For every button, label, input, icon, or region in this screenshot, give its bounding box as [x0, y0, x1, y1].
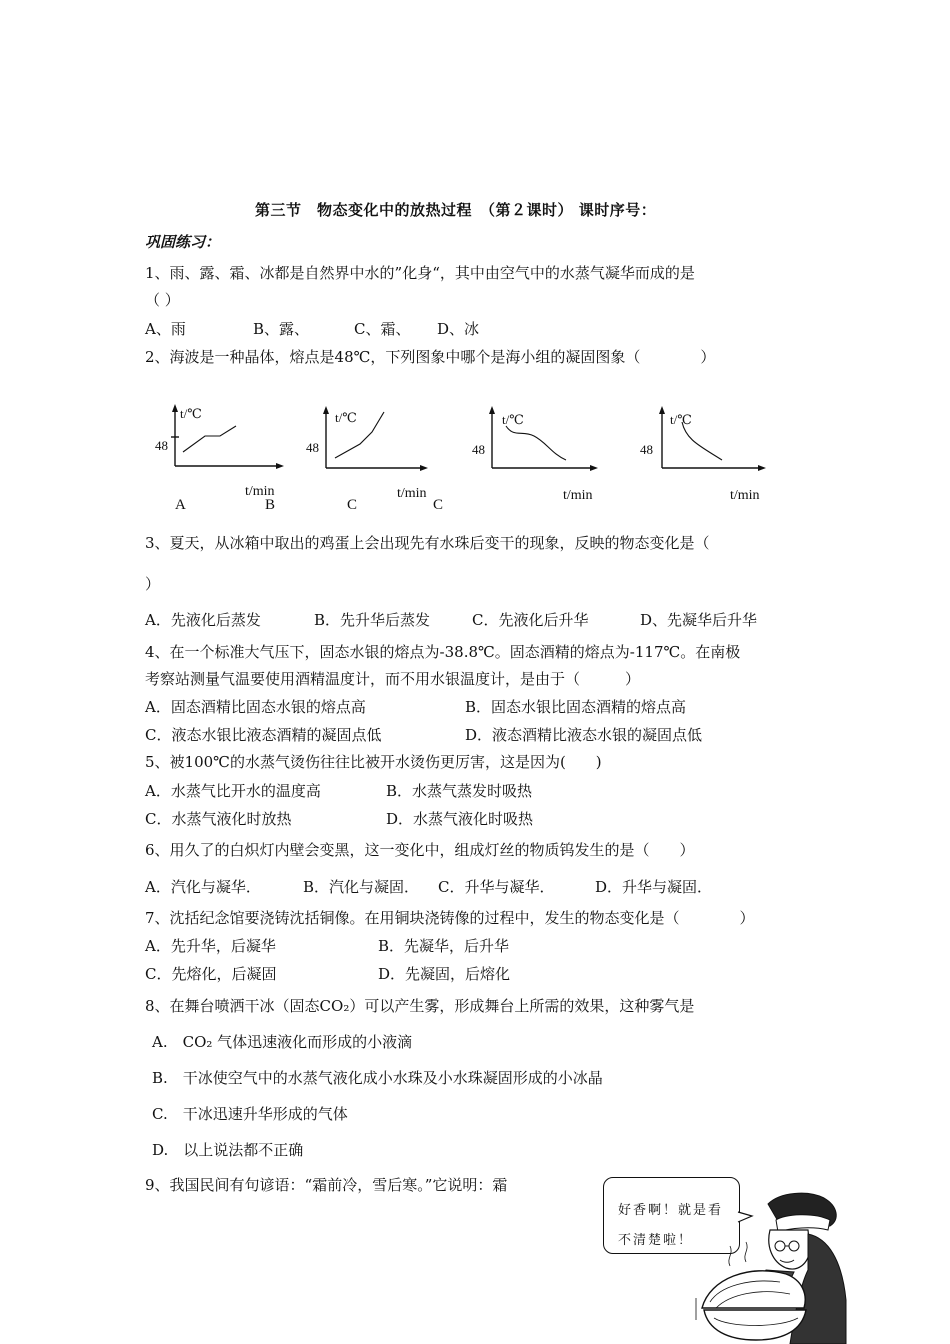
- graph-a-y-label: t/℃: [180, 406, 202, 421]
- question-8-option-d: D. 以上说法都不正确: [152, 1141, 304, 1159]
- question-3-text: 3、夏天，从冰箱中取出的鸡蛋上会出现先有水珠后变干的现象，反映的物态变化是（: [145, 534, 710, 552]
- graph-d-letter: C: [433, 497, 444, 513]
- question-6-text: 6、用久了的白炽灯内壁会变黑，这一变化中，组成灯丝的物质钨发生的是（ ）: [145, 841, 695, 859]
- question-8-option-b: B. 干冰使空气中的水蒸气液化成小水珠及小水珠凝固形成的小冰晶: [152, 1069, 603, 1087]
- question-5-option-c: C．水蒸气液化时放热: [145, 810, 292, 828]
- question-1-option-b: B、露、: [253, 320, 310, 338]
- graph-b-x-arrow: [420, 465, 428, 471]
- question-8-text: 8、在舞台喷洒干冰（固态CO₂）可以产生雾，形成舞台上所需的效果，这种雾气是: [145, 997, 695, 1015]
- graph-a-y-arrow: [172, 404, 178, 412]
- question-7-option-b: B．先凝华，后升华: [378, 937, 510, 955]
- question-6-option-a: A．汽化与凝华．: [145, 878, 261, 896]
- graph-a-x-arrow: [276, 463, 284, 469]
- graph-d-y-value: 48: [640, 442, 653, 457]
- graph-c-x-label: t/min: [563, 488, 593, 503]
- graph-a-y-value: 48: [155, 438, 168, 453]
- graph-b-y-value: 48: [306, 440, 319, 455]
- graph-d-y-arrow: [659, 406, 665, 414]
- question-6-option-d: D．升华与凝固．: [595, 878, 713, 896]
- question-3-option-c: C．先液化后升华: [472, 611, 589, 629]
- page-title: 第三节 物态变化中的放热过程 （第２课时） 课时序号：: [255, 201, 657, 219]
- graph-a-letter: A: [175, 497, 186, 513]
- question-5-option-a: A．水蒸气比开水的温度高: [145, 782, 321, 800]
- question-1-text: 1、雨、露、霜、冰都是自然界中水的”化身“，其中由空气中的水蒸气凝华而成的是: [145, 264, 695, 282]
- graph-c-curve: [506, 426, 566, 460]
- question-7-text: 7、沈括纪念馆要浇铸沈括铜像。在用铜块浇铸像的过程中，发生的物态变化是（ ）: [145, 909, 755, 927]
- question-3-blank: ）: [145, 575, 161, 593]
- graph-d-x-arrow: [758, 465, 766, 471]
- question-7-option-d: D．先凝固，后熔化: [378, 965, 511, 983]
- graph-c-x-arrow: [590, 465, 598, 471]
- section-heading: 巩固练习：: [145, 233, 221, 251]
- cartoon-person-illustration: [690, 1190, 850, 1344]
- question-4-option-b: B．固态水银比固态酒精的熔点高: [465, 698, 687, 716]
- graph-b-letter: B: [265, 497, 276, 513]
- question-5-option-d: D．水蒸气液化时吸热: [386, 810, 534, 828]
- graph-c-y-arrow: [489, 406, 495, 414]
- graph-d-x-label: t/min: [730, 488, 760, 503]
- question-7-option-a: A．先升华，后凝华: [145, 937, 276, 955]
- question-5-option-b: B．水蒸气蒸发时吸热: [386, 782, 533, 800]
- graph-b-y-label: t/℃: [335, 410, 357, 425]
- question-8-option-c: C. 干冰迅速升华形成的气体: [152, 1105, 348, 1123]
- graph-d-curve: [682, 422, 722, 460]
- question-4-option-a: A．固态酒精比固态水银的熔点高: [145, 698, 366, 716]
- question-4-option-d: D．液态酒精比液态水银的凝固点低: [465, 726, 703, 744]
- question-9-text: 9、我国民间有句谚语：“霜前冷，雪后寒。”它说明：霜: [145, 1176, 508, 1194]
- question-6-option-c: C．升华与凝华．: [438, 878, 555, 896]
- question-1-option-d: D、冰: [437, 320, 480, 338]
- graph-b-x-label: t/min: [397, 486, 427, 501]
- graph-a-curve: [183, 426, 236, 452]
- question-1-option-a: A、雨: [145, 320, 186, 338]
- question-7-option-c: C．先熔化，后凝固: [145, 965, 277, 983]
- question-3-option-d: D、先凝华后升华: [640, 611, 758, 629]
- graph-a-x-label: t/min: [245, 484, 275, 499]
- speech-bubble-text: 好香啊！就是看不清楚啦！: [618, 1203, 724, 1248]
- graph-b-y-arrow: [323, 406, 329, 414]
- question-8-option-a: A. CO₂ 气体迅速液化而形成的小液滴: [152, 1033, 413, 1051]
- question-4-option-c: C．液态水银比液态酒精的凝固点低: [145, 726, 382, 744]
- graph-c-y-label: t/℃: [502, 412, 524, 427]
- question-4-text-line1: 4、在一个标准大气压下，固态水银的熔点为-38.8℃。固态酒精的熔点为-117℃。在南极: [145, 643, 741, 661]
- graph-c-letter: C: [347, 497, 358, 513]
- question-3-option-b: B．先升华后蒸发: [314, 611, 431, 629]
- question-3-option-a: A．先液化后蒸发: [145, 611, 261, 629]
- question-1-blank: （ ）: [145, 291, 180, 309]
- graph-c-y-value: 48: [472, 442, 485, 457]
- question-6-option-b: B．汽化与凝固．: [303, 878, 420, 896]
- question-1-option-c: C、霜、: [354, 320, 411, 338]
- graph-d-y-label: t/℃: [670, 412, 692, 427]
- question-5-text: 5、被100℃的水蒸气烫伤往往比被开水烫伤更厉害，这是因为( ): [145, 753, 602, 771]
- question-2-text: 2、海波是一种晶体，熔点是48℃，下列图象中哪个是海小组的凝固图象（ ）: [145, 348, 716, 366]
- question-4-text-line2: 考察站测量气温要使用酒精温度计，而不用水银温度计，是由于（ ）: [145, 670, 641, 688]
